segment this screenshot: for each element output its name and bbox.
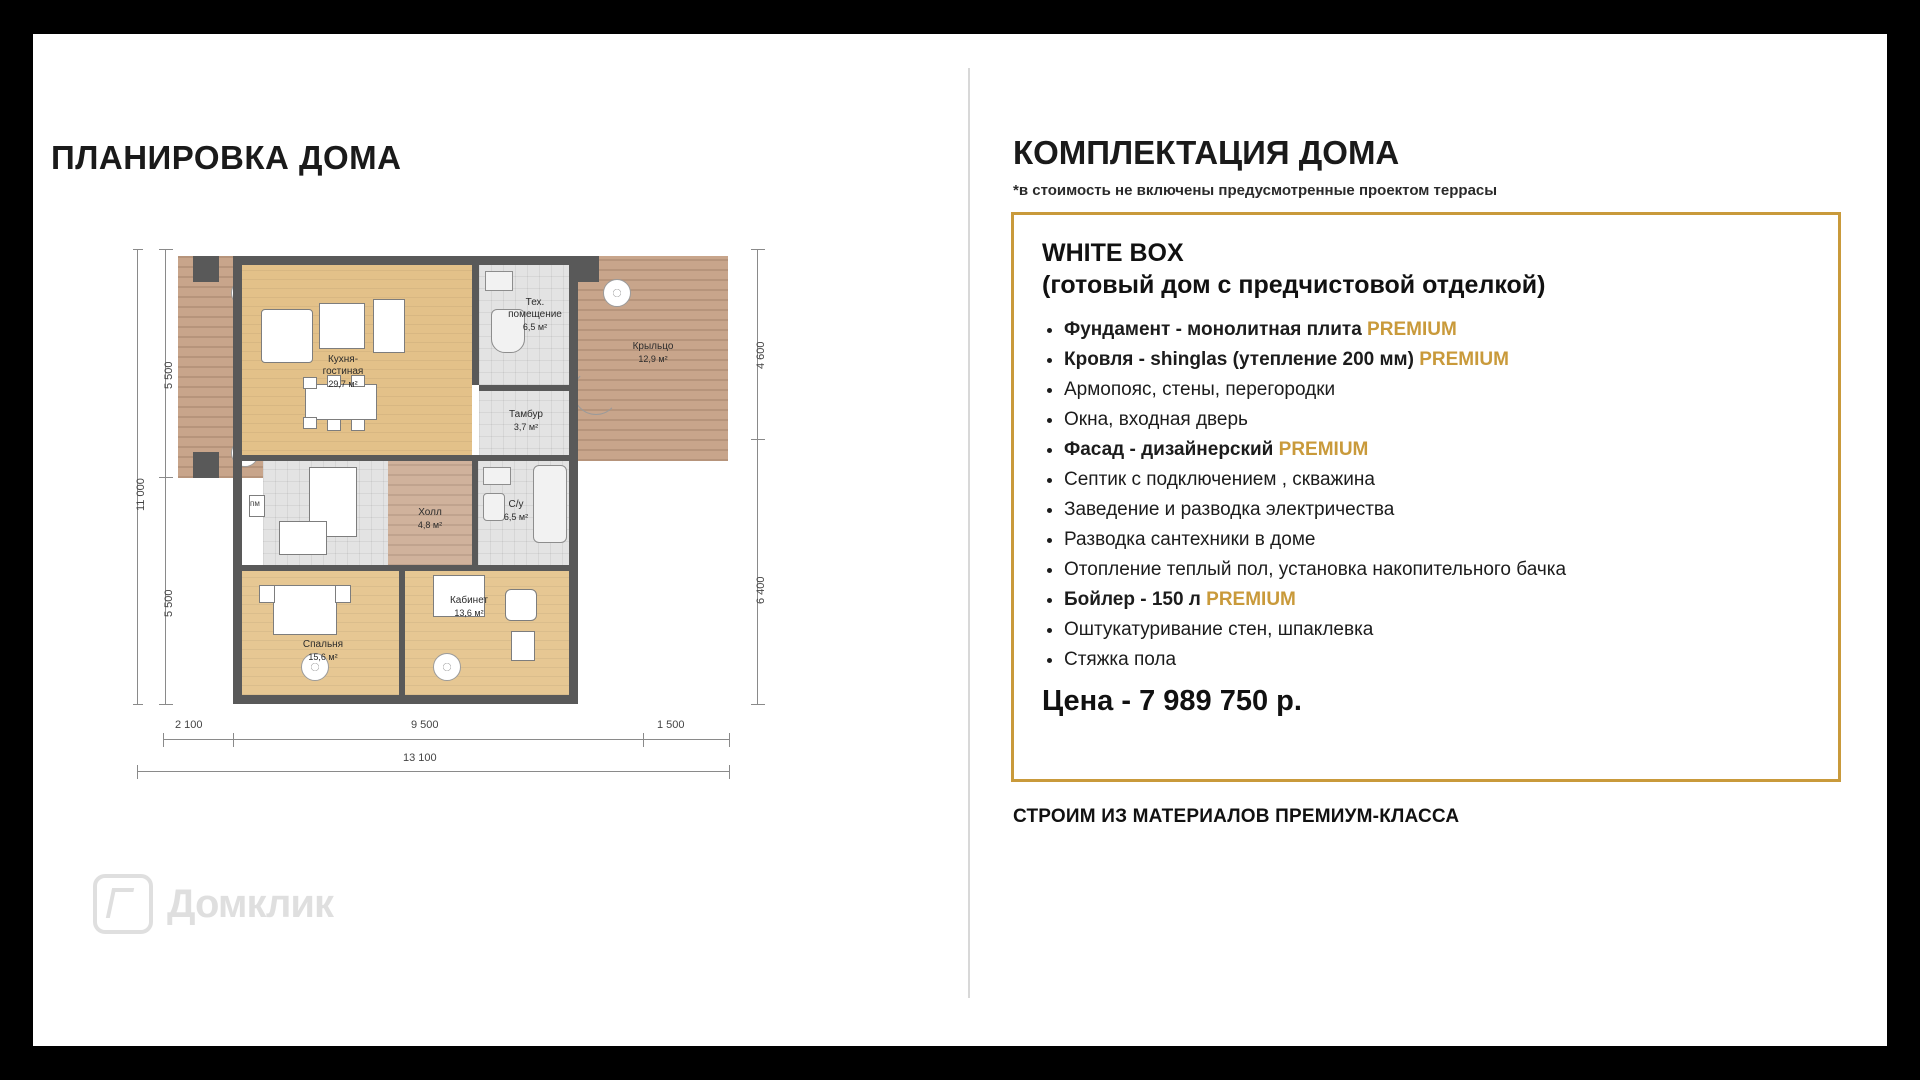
dim-bottom-total [137, 771, 729, 772]
tv-unit [373, 299, 405, 353]
kitchen-counter [279, 521, 327, 555]
dim-label-bottom-total: 13 100 [403, 752, 437, 764]
plant-icon [603, 279, 631, 307]
dim-left-outer [137, 249, 138, 704]
room-label-tambur: Тамбур 3,7 м² [509, 409, 543, 432]
watermark-text: Домклик [167, 881, 334, 926]
dim-label-bottom-1: 2 100 [175, 719, 203, 731]
room-label-wc: С/у 6,5 м² [503, 499, 529, 522]
spec-box-title [1042, 237, 1810, 301]
pm-label: пм [250, 499, 260, 508]
tick [133, 704, 143, 705]
dim-label-bottom-2: 9 500 [411, 719, 439, 731]
shelf [511, 631, 535, 661]
room-label-porch: Крыльцо 12,9 м² [632, 341, 674, 364]
bed [273, 585, 337, 635]
nightstand [335, 585, 351, 603]
dim-label-bottom-3: 1 500 [657, 719, 685, 731]
dim-bottom-chain [163, 739, 729, 740]
room-label-office: Кабинет 13,6 м² [449, 595, 489, 618]
dim-label-left-bottom: 5 500 [163, 589, 175, 617]
boiler [485, 271, 513, 291]
list-item: Септик с подключением , скважина [1042, 465, 1810, 495]
list-item: Разводка сантехники в доме [1042, 525, 1810, 555]
wall [233, 256, 242, 704]
domclick-logo-icon [93, 874, 153, 934]
plant-icon [433, 653, 461, 681]
spec-list [1042, 315, 1810, 675]
list-item: Стяжка пола [1042, 645, 1810, 675]
wall [569, 256, 578, 461]
frame-left [0, 0, 33, 1080]
chair [327, 419, 341, 431]
tick [159, 477, 173, 478]
dim-label-right-bottom: 6 400 [755, 576, 767, 604]
frame-right [1887, 0, 1920, 1080]
tick [751, 249, 765, 250]
tick [751, 439, 765, 440]
tick [751, 704, 765, 705]
floorplan-drawing [133, 249, 903, 969]
tick [163, 733, 164, 747]
list-item: Заведение и разводка электричества [1042, 495, 1810, 525]
room-label-bedroom: Спальня 15,6 м² [302, 639, 344, 662]
window-table [319, 303, 365, 349]
tick [729, 765, 730, 779]
price-label: Цена - 7 989 750 р. [1042, 685, 1302, 717]
chair [303, 417, 317, 429]
vertical-divider [968, 68, 970, 998]
terrace-column [193, 256, 219, 282]
floorplan-panel [33, 34, 968, 1046]
list-item: Армопояс, стены, перегородки [1042, 375, 1810, 405]
chair [351, 419, 365, 431]
dim-label-left-total: 11 000 [135, 478, 147, 511]
frame-bottom [0, 1046, 1920, 1080]
dim-label-right-top: 4 600 [755, 341, 767, 369]
list-item: Фасад - дизайнерский PREMIUM [1042, 435, 1810, 465]
spec-box-title-line2: (готовый дом с предчистовой отделкой) [1042, 271, 1546, 299]
list-item: Оштукатуривание стен, шпаклевка [1042, 615, 1810, 645]
sink [483, 467, 511, 485]
room-label-kitchen: Кухня- гостиная 29,7 м² [322, 354, 364, 389]
frame-top [0, 0, 1920, 34]
dim-label-left-top: 5 500 [163, 361, 175, 389]
page-title-left: ПЛАНИРОВКА ДОМА [51, 139, 402, 176]
tick [137, 765, 138, 779]
room-label-hall: Холл 4,8 м² [417, 507, 443, 530]
footer-slogan: СТРОИМ ИЗ МАТЕРИАЛОВ ПРЕМИУМ-КЛАССА [1013, 806, 1460, 827]
dim-right-bottom [757, 439, 758, 704]
spec-panel [988, 34, 1887, 1046]
wall [233, 695, 578, 704]
list-item: Кровля - shinglas (утепление 200 мм) PREMIUM [1042, 345, 1810, 375]
spec-box-title-line1: WHITE BOX [1042, 239, 1184, 267]
tick [233, 733, 234, 747]
room-office [405, 571, 569, 695]
terrace-column [193, 452, 219, 478]
list-item: Бойлер - 150 л PREMIUM [1042, 585, 1810, 615]
list-item: Отопление теплый пол, установка накопительного бачка [1042, 555, 1810, 585]
wall [472, 265, 479, 385]
door-swing [573, 369, 619, 415]
list-item: Окна, входная дверь [1042, 405, 1810, 435]
tick [159, 704, 173, 705]
spec-box [1011, 212, 1841, 782]
price-disclaimer: *в стоимость не включены предусмотренные проектом террасы [1013, 182, 1498, 199]
room-label-tech: Тех. помещение 6,5 м² [508, 297, 562, 332]
tick [729, 733, 730, 747]
tick [133, 249, 143, 250]
tick [159, 249, 173, 250]
watermark [93, 874, 333, 934]
tick [643, 733, 644, 747]
slide-content [33, 34, 1887, 1046]
list-item: Фундамент - монолитная плита PREMIUM [1042, 315, 1810, 345]
nightstand [259, 585, 275, 603]
page-title-right: КОМПЛЕКТАЦИЯ ДОМА [1013, 134, 1400, 171]
